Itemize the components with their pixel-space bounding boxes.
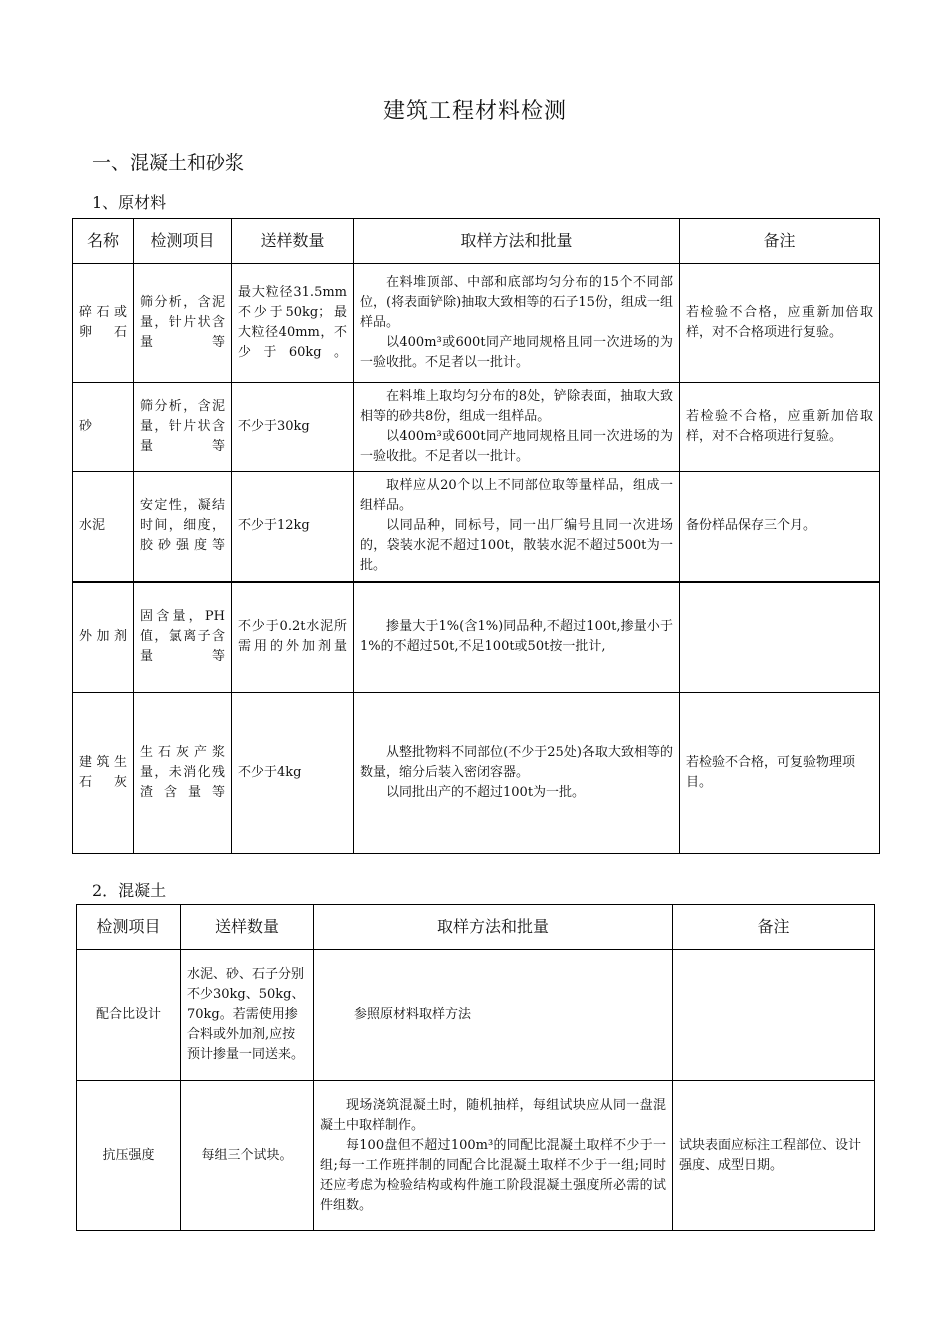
section-heading: 一、混凝土和砂浆 bbox=[92, 152, 245, 174]
header-qty: 送样数量 bbox=[181, 905, 314, 950]
cell-items: 安定性，凝结时间，细度，胶砂强度等 bbox=[134, 472, 232, 582]
header-note: 备注 bbox=[680, 219, 880, 264]
method-para: 以400m³或600t同产地同规格且同一次进场的为一验收批。不足者以一批计。 bbox=[360, 429, 673, 464]
cell-name: 水泥 bbox=[73, 472, 134, 582]
table-row bbox=[77, 1081, 875, 1231]
cell-method bbox=[354, 582, 680, 693]
table-row bbox=[73, 264, 880, 383]
cell-note: 若检验不合格，可复验物理项目。 bbox=[680, 693, 880, 854]
table-row bbox=[73, 383, 880, 472]
cell-item: 抗压强度 bbox=[77, 1081, 181, 1231]
table-header-row bbox=[73, 219, 880, 264]
cell-qty: 最大粒径31.5mm 不少于50kg；最大粒径40mm，不少于60kg。 bbox=[232, 264, 354, 383]
method-para: 每100盘但不超过100m³的同配比混凝土取样不少于一组;每一工作班拌制的同配合比混凝土取样不少于一组;同时还应考虑为检验结构或构件施工阶段混凝土强度所必需的试件组数。 bbox=[320, 1137, 666, 1213]
cell-note: 若检验不合格，应重新加倍取样，对不合格项进行复验。 bbox=[680, 383, 880, 472]
header-method: 取样方法和批量 bbox=[314, 905, 673, 950]
cell-qty: 不少于30kg bbox=[232, 383, 354, 472]
table-header-row bbox=[77, 905, 875, 950]
cell-note: 备份样品保存三个月。 bbox=[680, 472, 880, 582]
method-para: 现场浇筑混凝土时，随机抽样，每组试块应从同一盘混凝土中取样制作。 bbox=[320, 1097, 666, 1133]
method-para: 以同品种，同标号，同一出厂编号且同一次进场的，袋装水泥不超过100t，散装水泥不超过500t为一批。 bbox=[360, 518, 673, 574]
header-method: 取样方法和批量 bbox=[354, 219, 680, 264]
header-name: 名称 bbox=[73, 219, 134, 264]
cell-items: 生石灰产浆量，未消化残渣含量等 bbox=[134, 693, 232, 854]
header-items: 检测项目 bbox=[134, 219, 232, 264]
method-para: 掺量大于1%(含1%)同品种,不超过100t,掺量小于1%的不超过50t,不足100t或50t按一批计, bbox=[360, 619, 673, 655]
cell-method bbox=[314, 950, 673, 1081]
cell-items: 筛分析，含泥量，针片状含量等 bbox=[134, 264, 232, 383]
cell-method bbox=[354, 472, 680, 582]
table-row bbox=[73, 693, 880, 854]
cell-qty: 水泥、砂、石子分别不少30kg、50kg、70kg。若需使用掺合料或外加剂,应按预计掺量一同送来。 bbox=[181, 950, 314, 1081]
header-note: 备注 bbox=[673, 905, 875, 950]
cell-method bbox=[354, 264, 680, 383]
cell-note: 试块表面应标注工程部位、设计强度、成型日期。 bbox=[673, 1081, 875, 1231]
header-qty: 送样数量 bbox=[232, 219, 354, 264]
method-para: 参照原材料取样方法 bbox=[354, 1007, 472, 1022]
cell-name: 建筑生石灰 bbox=[73, 693, 134, 854]
table-row bbox=[73, 582, 880, 693]
cell-qty: 不少于12kg bbox=[232, 472, 354, 582]
method-para: 从整批物料不同部位(不少于25处)各取大致相等的数量，缩分后装入密闭容器。 bbox=[360, 745, 673, 780]
raw-materials-table bbox=[72, 218, 880, 854]
table-row bbox=[73, 472, 880, 582]
cell-qty: 每组三个试块。 bbox=[181, 1081, 314, 1231]
method-para: 以同批出产的不超过100t为一批。 bbox=[386, 785, 586, 800]
cell-method bbox=[314, 1081, 673, 1231]
cell-name: 碎石或卵石 bbox=[73, 264, 134, 383]
cell-name: 砂 bbox=[73, 383, 134, 472]
cell-note bbox=[673, 950, 875, 1081]
cell-qty: 不少于4kg bbox=[232, 693, 354, 854]
header-item: 检测项目 bbox=[77, 905, 181, 950]
table-row bbox=[77, 950, 875, 1081]
method-para: 在料堆顶部、中部和底部均匀分布的15个不同部位，(将表面铲除)抽取大致相等的石子15份，组成一组样品。 bbox=[360, 275, 673, 330]
cell-method bbox=[354, 693, 680, 854]
subsection-raw-materials: 1、原材料 bbox=[92, 193, 167, 212]
cell-item: 配合比设计 bbox=[77, 950, 181, 1081]
cell-name: 外加剂 bbox=[73, 582, 134, 693]
document-title: 建筑工程材料检测 bbox=[382, 99, 567, 124]
cell-note bbox=[680, 582, 880, 693]
cell-items: 筛分析，含泥量，针片状含量等 bbox=[134, 383, 232, 472]
method-para: 以400m³或600t同产地同规格且同一次进场的为一验收批。不足者以一批计。 bbox=[360, 335, 673, 370]
concrete-table bbox=[76, 904, 875, 1231]
cell-items: 固含量，PH值，氯离子含量等 bbox=[134, 582, 232, 693]
subsection-concrete: 2．混凝土 bbox=[92, 881, 167, 900]
cell-method bbox=[354, 383, 680, 472]
method-para: 在料堆上取均匀分布的8处，铲除表面，抽取大致相等的砂共8份，组成一组样品。 bbox=[360, 389, 673, 424]
cell-note: 若检验不合格，应重新加倍取样，对不合格项进行复验。 bbox=[680, 264, 880, 383]
method-para: 取样应从20个以上不同部位取等量样品，组成一组样品。 bbox=[360, 478, 673, 514]
cell-qty: 不少于0.2t水泥所需用的外加剂量 bbox=[232, 582, 354, 693]
